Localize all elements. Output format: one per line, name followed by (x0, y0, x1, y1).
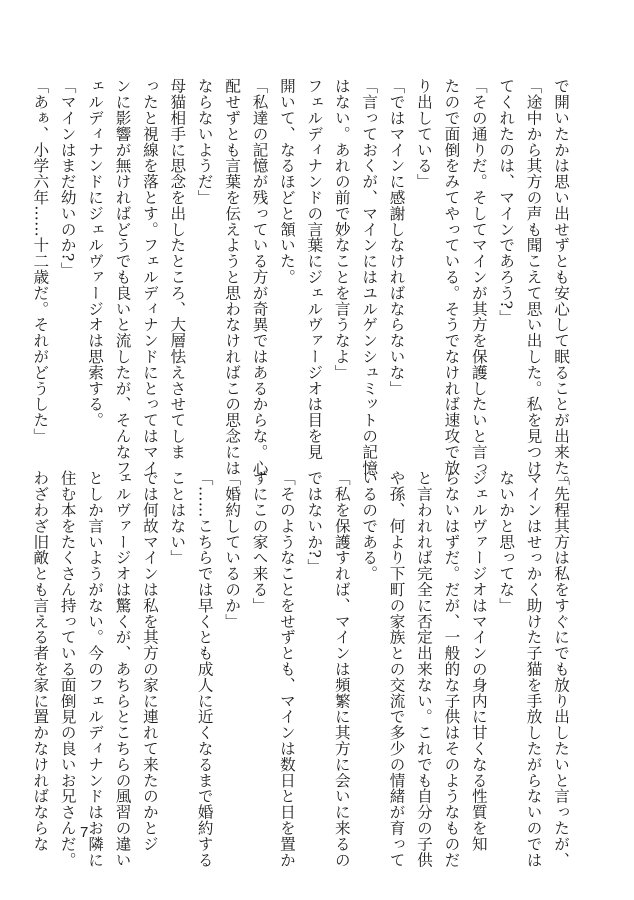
upper-text-line: 開いて、なるほどと頷いた。 (277, 78, 296, 285)
upper-text-line: たので面倒をみてやっている。そうでなければ速攻で放 (442, 78, 461, 476)
upper-text-line: 「言っておくが、マインにはユルゲンシュミットの記憶 (360, 78, 379, 476)
upper-text-line: 「私達の記憶が残っている方が奇異ではあるからな。心 (250, 78, 269, 476)
lower-text-line: マインはせっかく助けた子猫を手放したがらないのでは (524, 470, 543, 868)
lower-text-line: らないはずだ。だが、一般的な子供はそのようなものだ (442, 470, 461, 868)
lower-text-line: ことはない」 (168, 470, 187, 566)
lower-text-line: ないかと思ってな」 (497, 470, 516, 614)
upper-text-block (31, 78, 574, 492)
lower-text-line: ではないか?」 (305, 470, 324, 575)
lower-text-line: 「私を保護すれば、マインは頻繁に其方に会いに来るの (332, 470, 351, 868)
upper-text-line: 配せずとも言葉を伝えようと思わなければこの思念には (223, 78, 242, 476)
lower-text-line: や孫、何より下町の家族との交流で多少の情緒が育って (387, 470, 406, 868)
lower-text-line: 「婚約しているのか」 (223, 470, 242, 629)
lower-text-block (31, 470, 574, 868)
upper-text-line: 「あぁ、小学六年……十二歳だ。それがどうした」 (31, 78, 50, 444)
upper-text-line: 「途中から其方の声も聞こえて思い出した。私を見つけ (524, 78, 543, 476)
page-number: 7 (80, 824, 89, 841)
upper-text-line: 母猫相手に思念を出したところ、大層怯えさせてしま (168, 78, 187, 460)
upper-text-line: ならないようだ」 (195, 78, 214, 206)
lower-text-line: いるのである。 (360, 470, 379, 582)
upper-text-line: 「その通りだ。そしてマインが其方を保護したいと言っ (469, 78, 488, 476)
lower-text-line: ジェルヴァージオはマインの身内に甘くなる性質を知 (469, 470, 488, 852)
upper-text-line: 「マインはまだ幼いのか?」 (58, 78, 77, 278)
lower-text-line: 住む本をたくさん持っている面倒見の良いお兄さんだ。 (58, 470, 77, 868)
upper-text-line: てくれたのは、マインであろう?」 (497, 78, 516, 326)
upper-text-line: ったと視線を落とす。フェルディナンドにとってはマイ (140, 78, 159, 476)
upper-text-line: ンに影響が無ければどうでも良いと流したが、そんなフ (113, 78, 132, 476)
upper-text-line: り出している」 (414, 78, 433, 190)
lower-text-line: としか言いようがない。今のフェルディナンドはお隣に (86, 470, 105, 868)
lower-text-line: では何故マインは私を其方の家に連れて来たのかとジ (140, 470, 159, 852)
upper-text-line: フェルディナンドの言葉にジェルヴァージオは目を見 (305, 78, 324, 460)
lower-text-line: ずにこの家へ来る」 (250, 470, 269, 614)
upper-text-line: ェルディナンドにジェルヴァージオは思索する。 (86, 78, 105, 428)
lower-text-line: わざわざ旧敵とも言える者を家に置かなければならな (31, 470, 50, 852)
upper-text-line: はない。あれの前で妙なことを言うなよ」 (332, 78, 351, 381)
upper-text-line: 「ではマインに感謝しなければならないな」 (387, 78, 406, 396)
lower-text-line: 「先程其方は私をすぐにでも放り出したいと言ったが、 (552, 470, 570, 868)
lower-text-line: ェルヴァージオは驚くが、あちらとこちらの風習の違い (113, 470, 132, 868)
upper-text-line: で開いたかは思い出せずとも安心して眠ることが出来た。 (552, 78, 570, 492)
lower-text-line: 「そのようなことをせずとも、マインは数日と日を置か (277, 470, 296, 868)
lower-text-line: と言われれば完全に否定出来ない。これでも自分の子供 (414, 470, 433, 868)
lower-text-line: 「……こちらでは早くとも成人に近くなるまで婚約する (195, 470, 214, 868)
